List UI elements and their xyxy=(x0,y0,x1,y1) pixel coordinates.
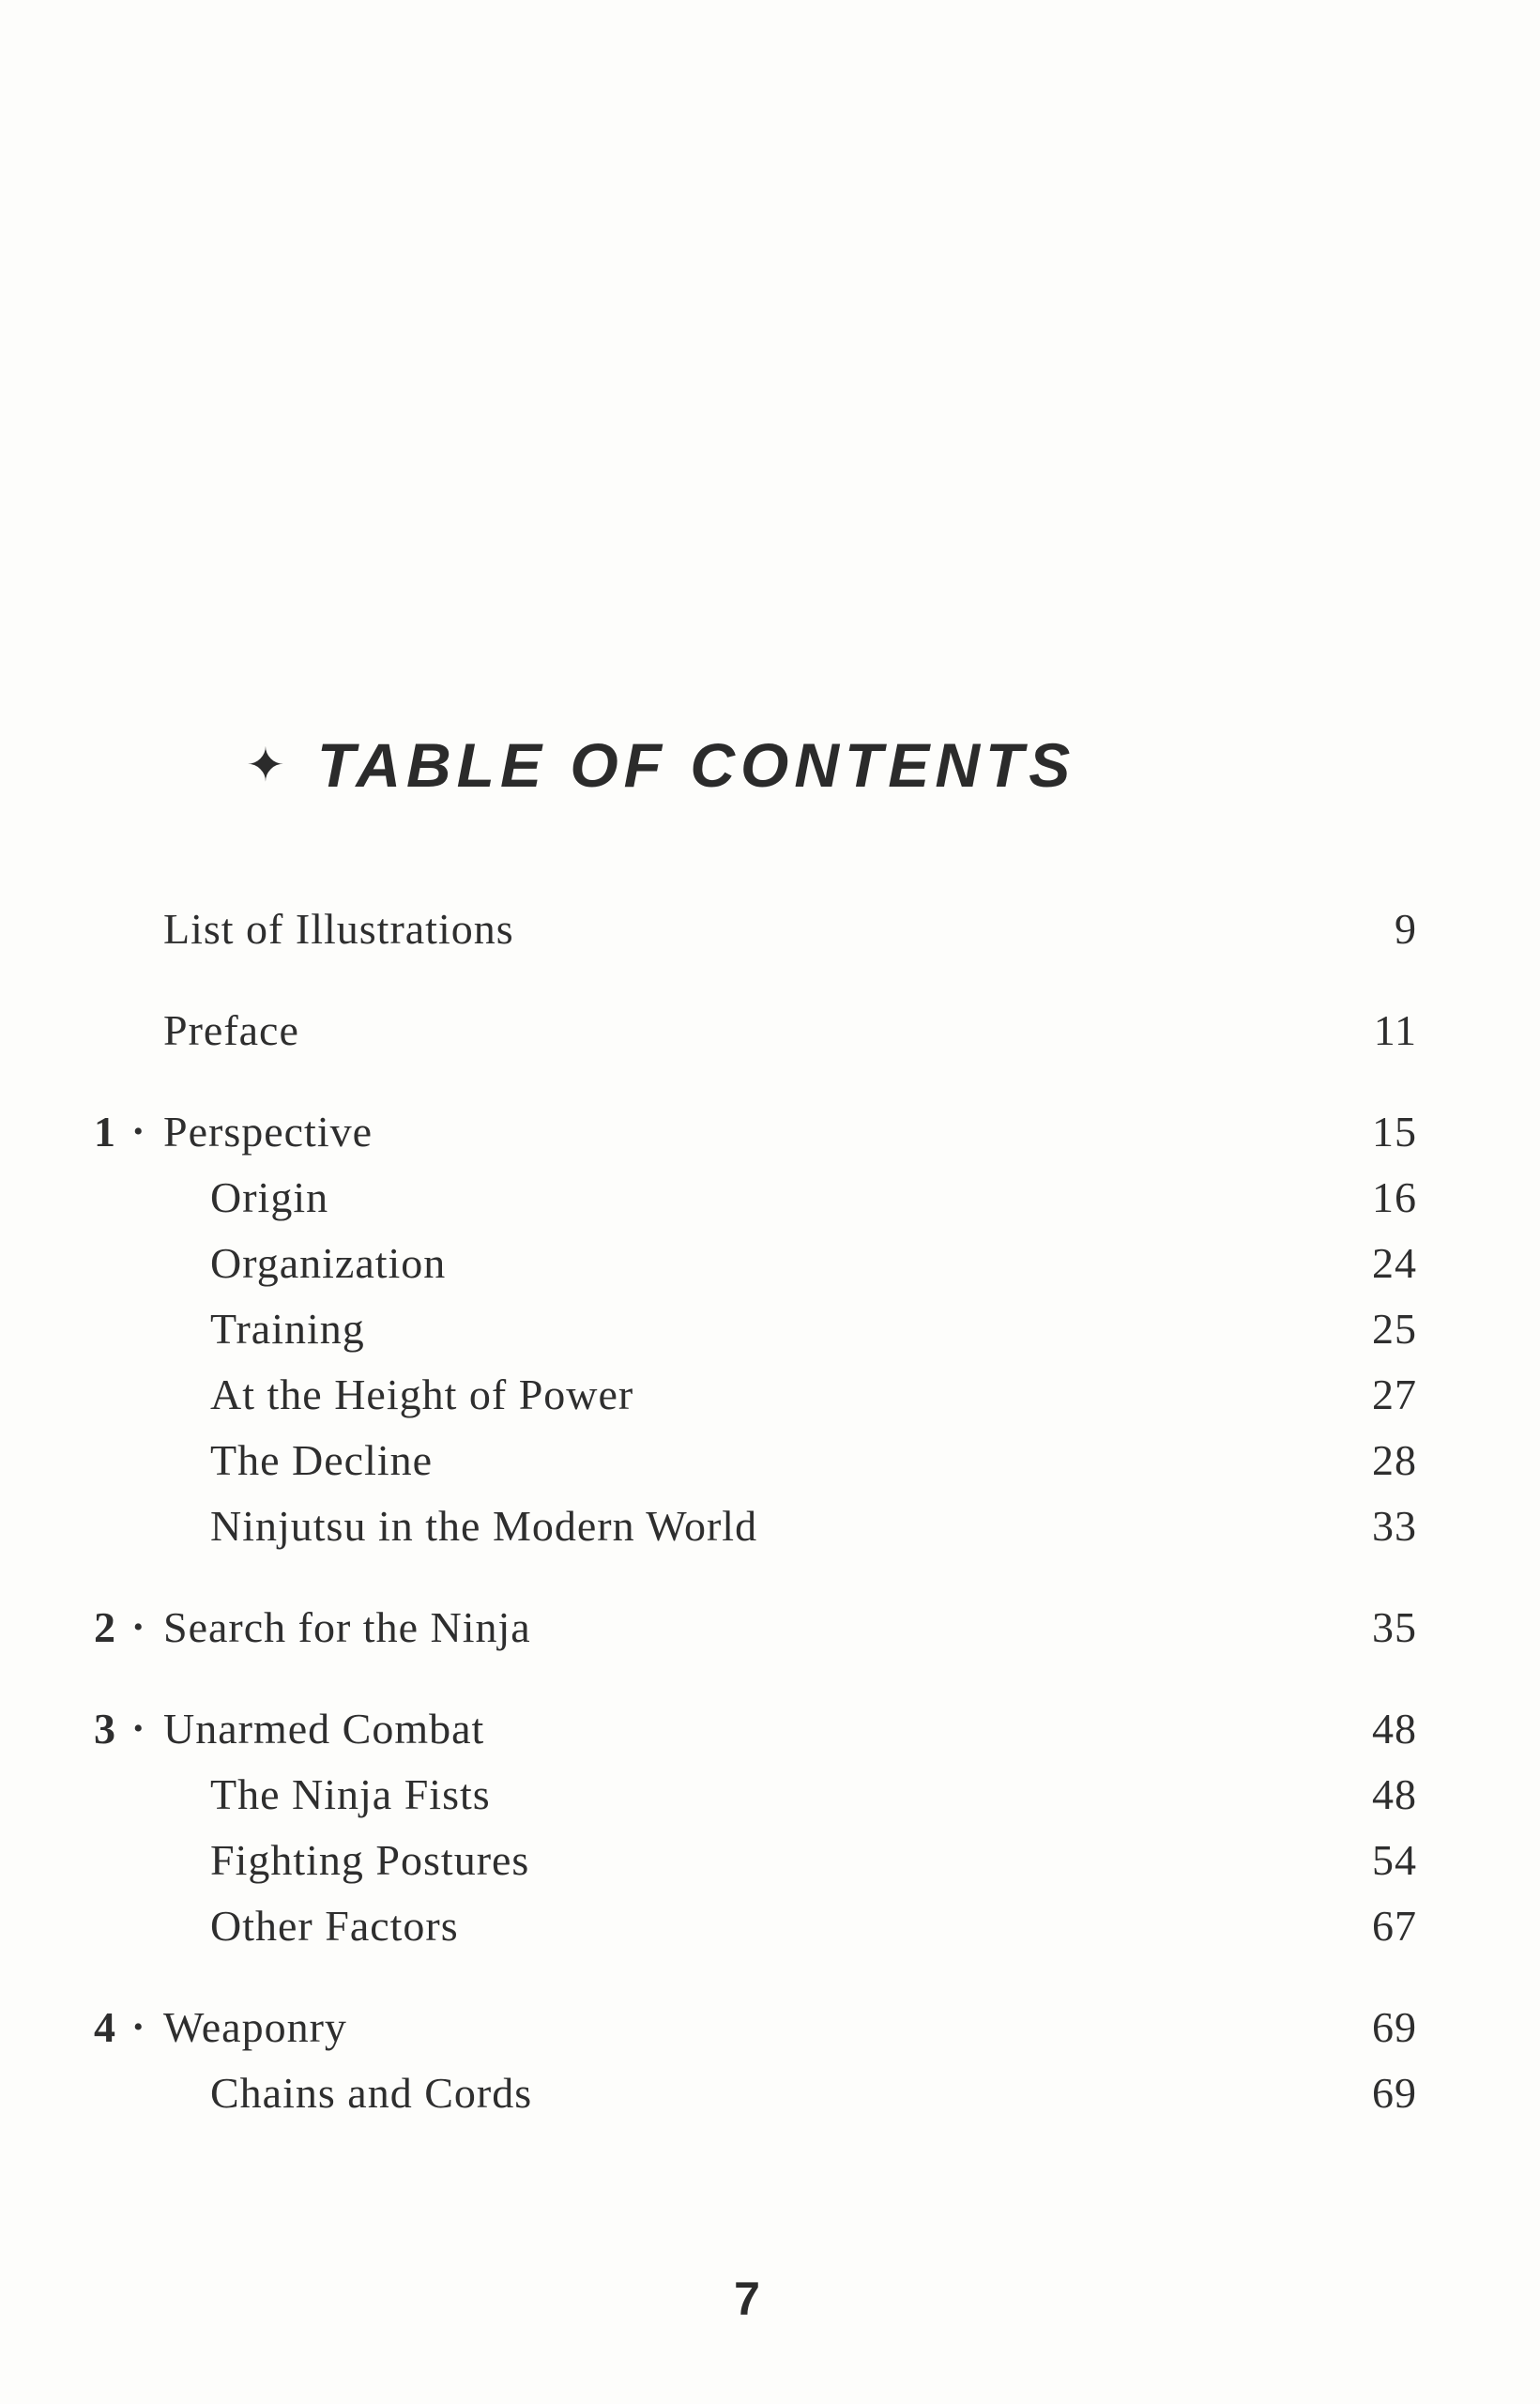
entry-page-number: 54 xyxy=(1372,1836,1417,1884)
entry-title: Preface xyxy=(163,1006,299,1054)
chapter-number: 3 xyxy=(94,1705,116,1753)
entry-page-number: 69 xyxy=(1372,2003,1417,2051)
toc-entry[interactable] xyxy=(94,998,1417,1064)
chapter-number: 2 xyxy=(94,1603,116,1651)
toc-subentry[interactable] xyxy=(94,1362,1417,1428)
toc-entry[interactable] xyxy=(94,1595,1417,1661)
toc-entry[interactable] xyxy=(94,896,1417,962)
entry-page-number: 25 xyxy=(1372,1305,1417,1353)
toc-subentry[interactable] xyxy=(94,1493,1417,1559)
entry-title: The Ninja Fists xyxy=(210,1770,491,1818)
entry-title: Training xyxy=(210,1305,365,1353)
entry-page-number: 48 xyxy=(1372,1705,1417,1753)
bullet-icon: • xyxy=(133,1713,145,1744)
toc-title: TABLE OF CONTENTS xyxy=(316,730,1076,800)
entry-page-number: 33 xyxy=(1372,1502,1417,1550)
toc-subentry[interactable] xyxy=(94,1893,1417,1959)
entry-title: Organization xyxy=(210,1239,447,1287)
entry-page-number: 15 xyxy=(1372,1108,1417,1156)
entry-title: Search for the Ninja xyxy=(163,1603,531,1651)
chapter-number: 4 xyxy=(94,2003,116,2051)
entry-page-number: 67 xyxy=(1372,1902,1417,1950)
entry-page-number: 48 xyxy=(1372,1770,1417,1818)
page-number: 7 xyxy=(734,2273,760,2325)
toc-group xyxy=(94,896,1417,962)
entry-page-number: 28 xyxy=(1372,1436,1417,1484)
entry-title: Ninjutsu in the Modern World xyxy=(210,1502,758,1550)
toc-subentry[interactable] xyxy=(94,1762,1417,1828)
entry-title: Unarmed Combat xyxy=(163,1705,485,1753)
toc-group xyxy=(94,1995,1417,2126)
chapter-number: 1 xyxy=(94,1108,116,1156)
toc-group xyxy=(94,998,1417,1064)
toc-list xyxy=(94,896,1417,2162)
entry-title: List of Illustrations xyxy=(163,905,514,953)
entry-title: Fighting Postures xyxy=(210,1836,530,1884)
toc-entry[interactable] xyxy=(94,1995,1417,2060)
entry-page-number: 9 xyxy=(1395,905,1417,953)
entry-title: Origin xyxy=(210,1173,329,1221)
toc-subentry[interactable] xyxy=(94,1231,1417,1296)
entry-page-number: 16 xyxy=(1372,1173,1417,1221)
toc-group xyxy=(94,1595,1417,1661)
toc-subentry[interactable] xyxy=(94,1428,1417,1493)
entry-title: Other Factors xyxy=(210,1902,459,1950)
entry-title: Chains and Cords xyxy=(210,2069,533,2117)
entry-title: Perspective xyxy=(163,1108,374,1156)
entry-page-number: 24 xyxy=(1372,1239,1417,1287)
toc-entry[interactable] xyxy=(94,1696,1417,1762)
bullet-icon: • xyxy=(133,2012,145,2043)
entry-page-number: 69 xyxy=(1372,2069,1417,2117)
toc-entry[interactable] xyxy=(94,1099,1417,1165)
toc-subentry[interactable] xyxy=(94,1828,1417,1893)
toc-group xyxy=(94,1696,1417,1959)
toc-group xyxy=(94,1099,1417,1559)
toc-heading xyxy=(246,723,1075,807)
toc-subentry[interactable] xyxy=(94,1296,1417,1362)
bullet-icon: • xyxy=(133,1116,145,1147)
entry-page-number: 27 xyxy=(1372,1370,1417,1418)
entry-page-number: 35 xyxy=(1372,1603,1417,1651)
bullet-icon: • xyxy=(133,1612,145,1643)
entry-title: At the Height of Power xyxy=(210,1370,634,1418)
entry-page-number: 11 xyxy=(1373,1006,1417,1054)
toc-subentry[interactable] xyxy=(94,2060,1417,2126)
entry-title: Weaponry xyxy=(163,2003,347,2051)
entry-title: The Decline xyxy=(210,1436,434,1484)
star-ornament-icon: ✦ xyxy=(246,739,285,791)
toc-subentry[interactable] xyxy=(94,1165,1417,1231)
